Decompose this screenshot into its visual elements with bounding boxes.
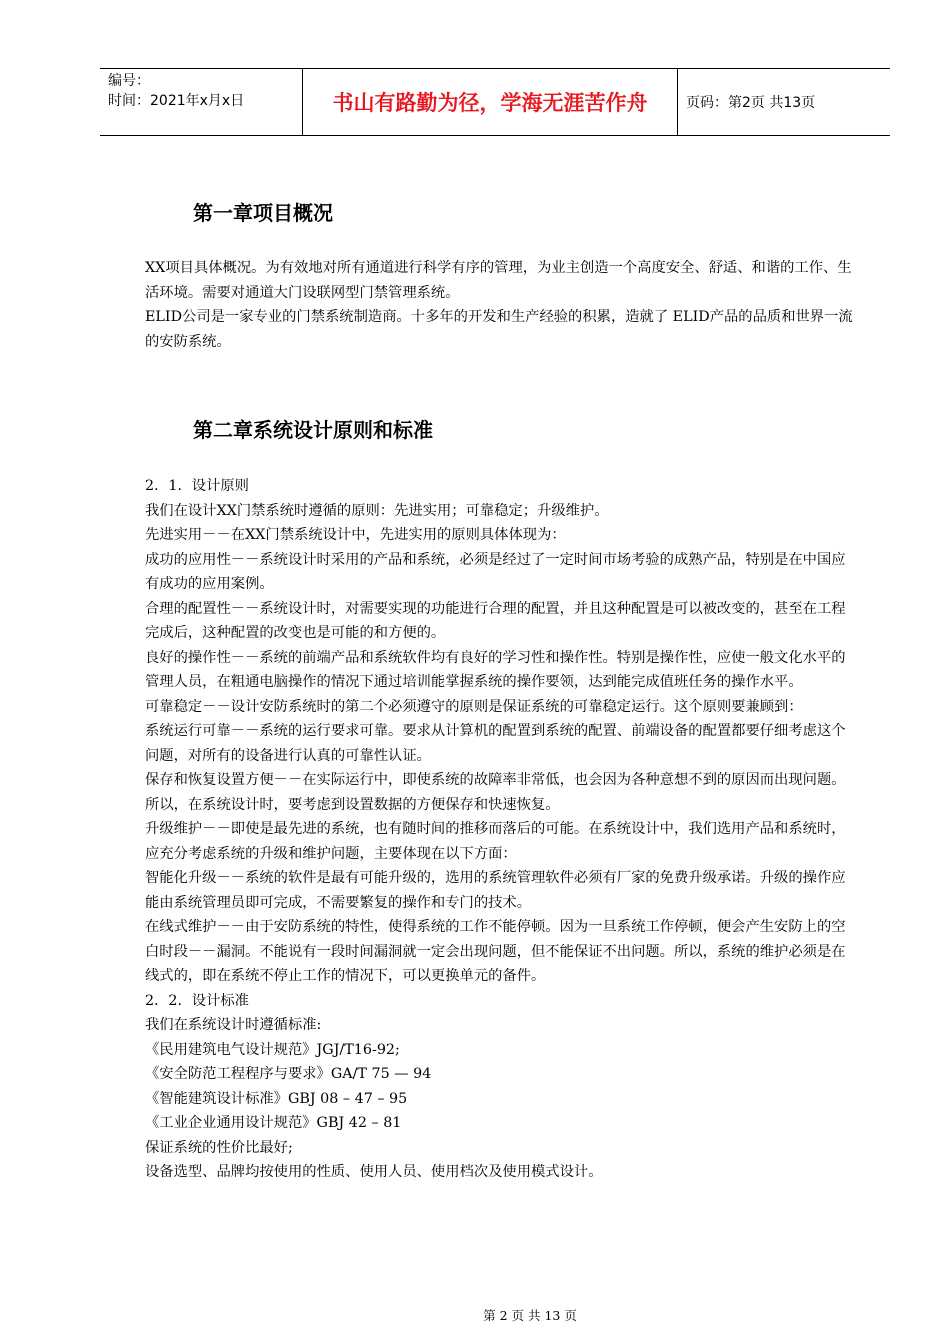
paragraph: 我们在设计XX门禁系统时遵循的原则：先进实用；可靠稳定；升级维护。 [145, 502, 609, 519]
section-heading: 2．2．设计标准 [145, 992, 249, 1009]
chapter-1-body [145, 256, 857, 354]
paragraph: 升级维护－－即使是最先进的系统，也有随时间的推移而落后的可能。在系统设计中，我们选用产品和系统时，应充分考虑系统的升级和维护问题，主要体现在以下方面： [145, 821, 846, 862]
paragraph: 我们在系统设计时遵循标准: [145, 1017, 322, 1033]
paragraph: 保证系统的性价比最好; [145, 1139, 293, 1156]
paragraph: XX项目具体概况。为有效地对所有通道进行科学有序的管理，为业主创造一个高度安全、舒适、和谐的工作、生活环境。需要对通道大门设联网型门禁管理系统。 [145, 260, 852, 301]
doc-number-label: 编号： [108, 73, 150, 89]
paragraph: ELID公司是一家专业的门禁系统制造商。十多年的开发和生产经验的积累，造就了 ELID产品的品质和世界一流的安防系统。 [145, 309, 853, 350]
paragraph: 保存和恢复设置方便－－在实际运行中，即使系统的故障率非常低，也会因为各种意想不到的原因而出现问题。所以，在系统设计时，要考虑到设置数据的方便保存和快速恢复。 [145, 772, 846, 813]
paragraph: 系统运行可靠－－系统的运行要求可靠。要求从计算机的配置到系统的配置、前端设备的配置都要仔细考虑这个问题，对所有的设备进行认真的可靠性认证。 [145, 723, 846, 764]
paragraph: 先进实用－－在XX门禁系统设计中，先进实用的原则具体体现为： [145, 527, 566, 543]
header-motto: 书山有路勤为径，学海无涯苦作舟 [302, 69, 678, 135]
chapter-2-title: 第二章系统设计原则和标准 [193, 418, 433, 442]
standard-item: 《民用建筑电气设计规范》JGJ/T16-92; [145, 1041, 400, 1058]
paragraph: 合理的配置性－－系统设计时，对需要实现的功能进行合理的配置，并且这种配置是可以被改变的，甚至在工程完成后，这种配置的改变也是可能的和方便的。 [145, 600, 846, 641]
standard-item: 《工业企业通用设计规范》GBJ 42 – 81 [145, 1115, 402, 1131]
paragraph: 可靠稳定－－设计安防系统时的第二个必须遵守的原则是保证系统的可靠稳定运行。这个原则要兼顾到： [145, 698, 803, 715]
paragraph: 良好的操作性－－系统的前端产品和系统软件均有良好的学习性和操作性。特别是操作性，应使一般文化水平的管理人员，在粗通电脑操作的情况下通过培训能掌握系统的操作要领，达到能完成值班任务的操作水平。 [145, 649, 846, 690]
standard-item: 《智能建筑设计标准》GBJ 08 – 47 – 95 [145, 1090, 408, 1107]
paragraph: 智能化升级－－系统的软件是最有可能升级的，选用的系统管理软件必须有厂家的免费升级承诺。升级的操作应能由系统管理员即可完成，不需要繁复的操作和专门的技术。 [145, 870, 846, 911]
paragraph: 在线式维护－－由于安防系统的特性，使得系统的工作不能停顿。因为一旦系统工作停顿，便会产生安防上的空白时段－－漏洞。不能说有一段时间漏洞就一定会出现问题，但不能保证不出问题。所以，系统的维护必须是在线式的，即在系统不停止工作的情况下，可以更换单元的备件。 [145, 919, 846, 984]
page-header [100, 68, 890, 136]
paragraph: 成功的应用性－－系统设计时采用的产品和系统，必须是经过了一定时间市场考验的成熟产品，特别是在中国应有成功的应用案例。 [145, 551, 846, 592]
section-heading: 2．1．设计原则 [145, 478, 249, 494]
header-info-cell [100, 69, 302, 135]
chapter-2-body [145, 474, 857, 1185]
header-page-code: 页码：第2页 共13页 [686, 95, 816, 111]
chapter-1-title: 第一章项目概况 [193, 201, 333, 225]
date-line: 时间：2021年x月x日 [108, 93, 245, 109]
paragraph: 设备选型、品牌均按使用的性质、使用人员、使用档次及使用模式设计。 [145, 1164, 603, 1180]
standard-item: 《安全防范工程程序与要求》GA/T 75 — 94 [145, 1066, 432, 1082]
page-footer: 第 2 页 共 13 页 [483, 1308, 577, 1323]
